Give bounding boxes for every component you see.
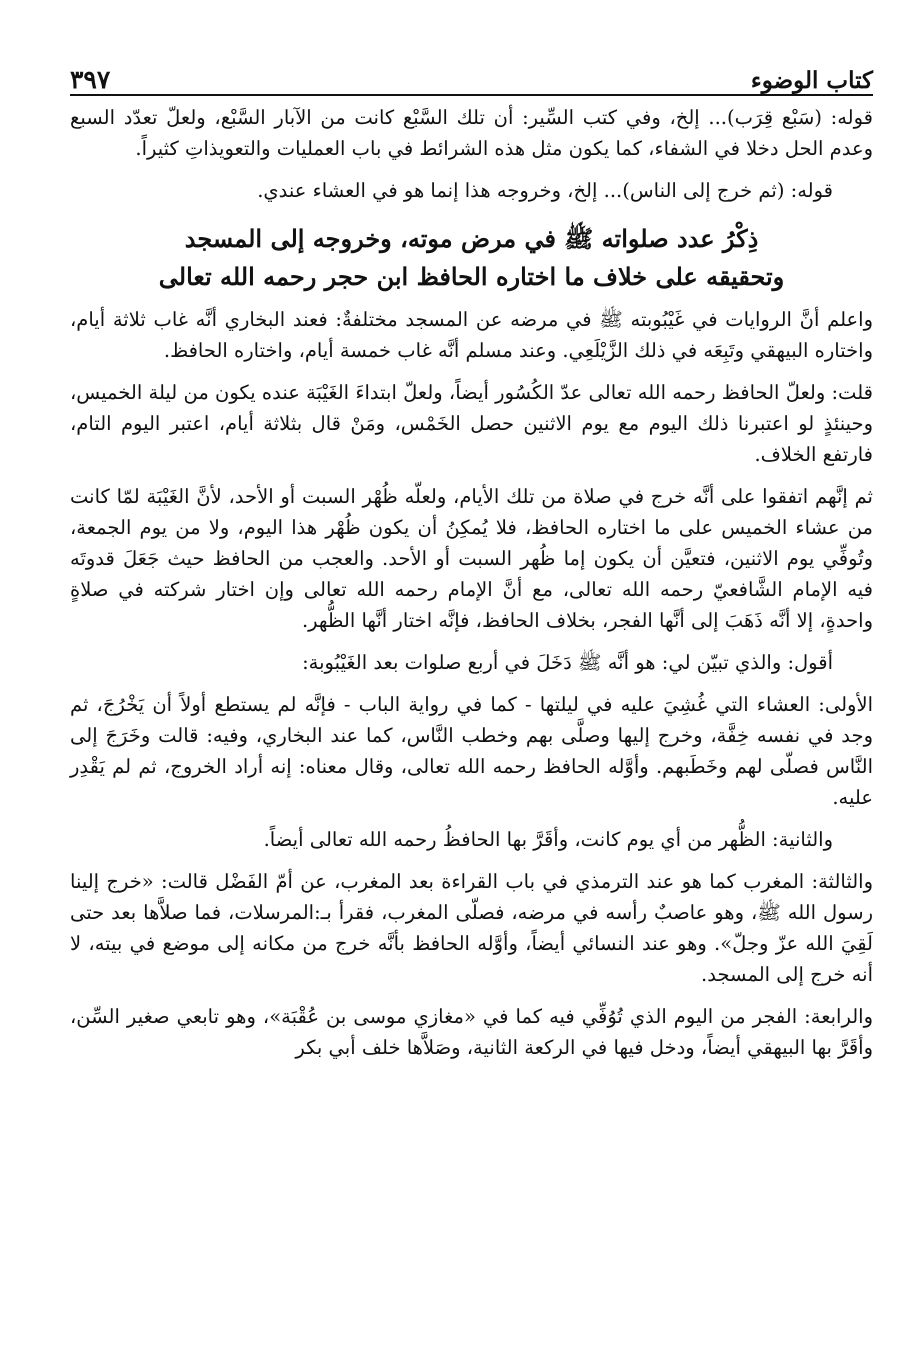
paragraph-aqulu: أقول: والذي تبيّن لي: هو أنَّه ﷺ دَخَلَ في أربع صلوات بعد الغَيْبُوبة:: [302, 651, 833, 674]
paragraph-seven-waterskins: قوله: (سَبْع قِرَب)... إلخ، وفي كتب السِّير: أن تلك السَّبْع كانت من الآبار السَّبْع، ولعلّ تعدّد السبع وعدم الحل دخلا في الشفاء، كما يكون مثل هذه الشرائط في باب العمليات والتعويذاتِ كثيراً.: [70, 106, 873, 160]
paragraph-qultu: قلت: ولعلّ الحافظ رحمه الله تعالى عدّ الكُسُور أيضاً، ولعلّ ابتداءَ الغَيْبَة عنده يكون من ليلة الخميس، وحينئذٍ لو اعتبرنا ذلك اليوم مع يوم الاثنين حصل الخَمْس، ومَنْ قال بثلاثة أيام، اعتبر اليوم التام، فارتفع الخلاف.: [70, 381, 873, 466]
paragraph-agreement: ثم إنَّهم اتفقوا على أنَّه خرج في صلاة من تلك الأيام، ولعلّه ظُهْر السبت أو الأحد، لأنَّ الغَيْبَة لمّا كانت من عشاء الخميس على ما اختاره الحافظ، فلا يُمكِنُ أن يكون ظُهْر هذا اليوم، ولا من يوم الجمعة، وتُوفِّي يوم الاثنين، فتعيَّن أن يكون إما ظُهر السبت أو الأحد. والعجب من الحافظ حيث جَعَلَ قدوتَه فيه الإمام الشَّافعيّ رحمه الله تعالى، مع أنَّ الإمام رحمه الله تعالى وإن اختار شركته في صلاةٍ واحدةٍ، إلا أنَّه ذَهَبَ إلى أنَّها الفجر، بخلاف الحافظ، فإنَّه اختار أنَّها الظُّهر.: [70, 485, 873, 632]
paragraph-fourth-prayer: والرابعة: الفجر من اليوم الذي تُوُفِّي فيه كما في «مغازي موسى بن عُقْبَة»، وهو تابعي صغير السِّن، وأقَرَّ بها البيهقي أيضاً، ودخل فيها في الركعة الثانية، وصَلاَّها خلف أبي بكر: [70, 1005, 873, 1059]
section-title: [70, 220, 873, 296]
paragraph-third-prayer: والثالثة: المغرب كما هو عند الترمذي في باب القراءة بعد المغرب، عن أمّ الفَضْل قالت: «خرج إلينا رسول الله ﷺ، وهو عاصبٌ رأسه في مرضه، فصلّى المغرب، فقرأ بـ:المرسلات، فما صلاَّها بعد حتى لَقِيَ الله عزّ وجلّ». وهو عند النسائي أيضاً، وأوَّله الحافظ بأنَّه خرج من مكانه إلى موضع في بيته، لا أنه خرج إلى المسجد.: [70, 870, 873, 986]
running-title: كتاب الوضوء: [750, 67, 873, 94]
paragraph-went-out: قوله: (ثم خرج إلى الناس)... إلخ، وخروجه هذا إنما هو في العشاء عندي.: [257, 179, 833, 202]
paragraph-first-prayer: الأولى: العشاء التي غُشِيَ عليه في ليلتها - كما في رواية الباب - فإنَّه لم يستطع أولاً أن يَخْرُجَ، ثم وجد في نفسه خِفَّة، وخرج إليها وصلَّى بهم وخطب النَّاس، كما عند البخاري، وفيه: قالت وخَرَجَ إلى النَّاس فصلّى لهم وخَطَبهم. وأوَّله الحافظ رحمه الله تعالى، وقال معناه: إنه أراد الخروج، ثم لم يَقْدِر عليه.: [70, 693, 873, 809]
section-title-line-1: ذِكْرُ عدد صلواته ﷺ في مرض موته، وخروجه إلى المسجد: [184, 224, 759, 253]
paragraph-narrations: واعلم أنَّ الروايات في غَيْبُوبته ﷺ في مرضه عن المسجد مختلفةٌ: فعند البخاري أنَّه غاب ثلاثة أيام، واختاره البيهقي وتَبِعَه في ذلك الزَّيْلَعِي. وعند مسلم أنَّه غاب خمسة أيام، واختاره الحافظ.: [70, 308, 873, 362]
document-page: [70, 50, 873, 1074]
paragraph-second-prayer: والثانية: الظُّهر من أي يوم كانت، وأقَرَّ بها الحافظُ رحمه الله تعالى أيضاً.: [263, 828, 833, 851]
page-number: ٣٩٧: [70, 65, 111, 94]
page-header: [70, 50, 873, 96]
section-title-line-2: وتحقيقه على خلاف ما اختاره الحافظ ابن حجر رحمه الله تعالى: [158, 262, 785, 291]
